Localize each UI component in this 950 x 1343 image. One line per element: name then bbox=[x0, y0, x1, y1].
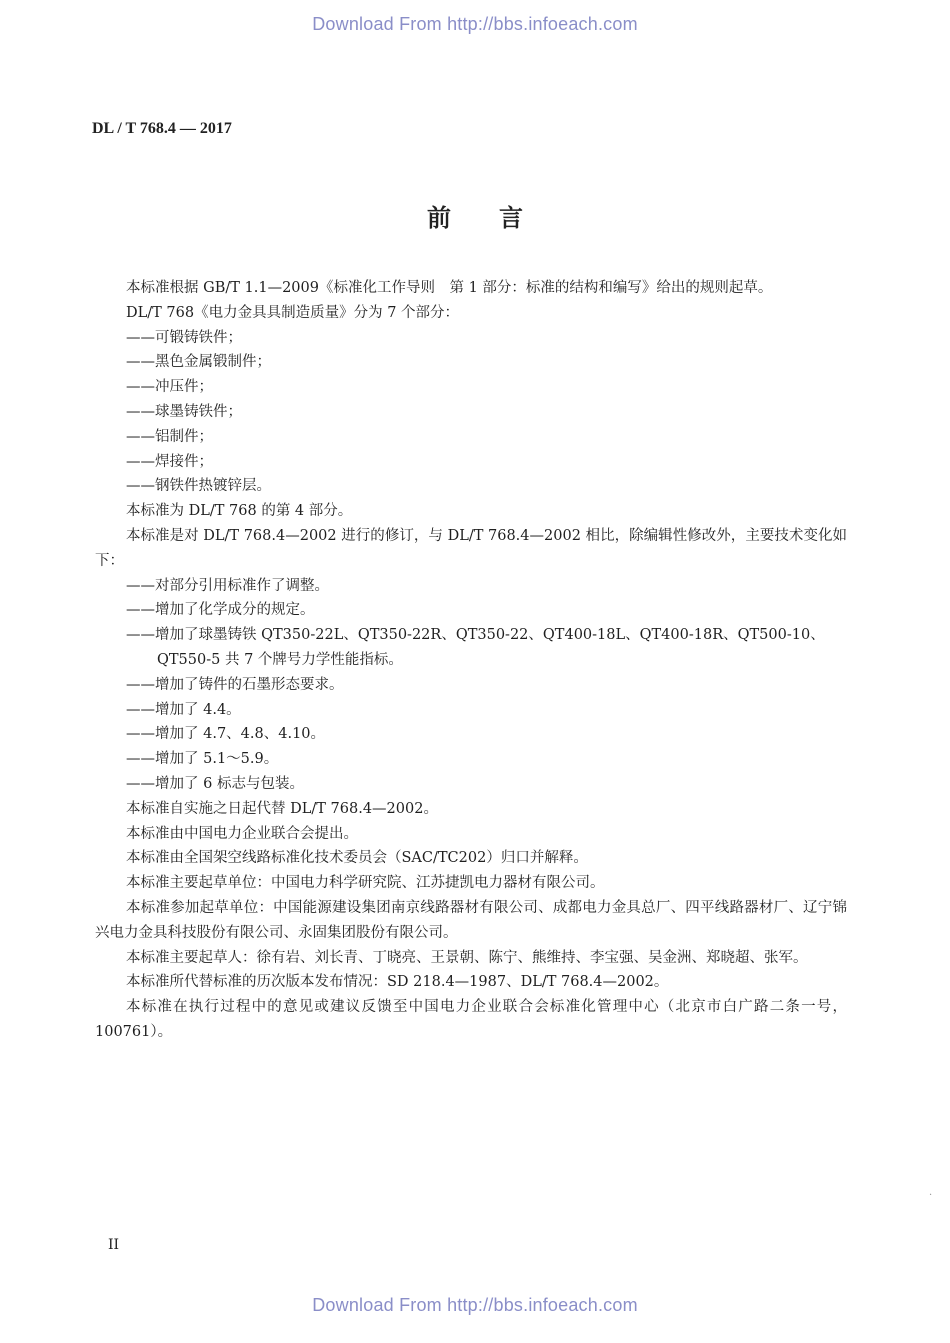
page-number: II bbox=[108, 1237, 120, 1253]
change-item: ——增加了 6 标志与包装。 bbox=[126, 775, 304, 792]
paragraph-participating-orgs: 本标准参加起草单位：中国能源建设集团南京线路器材有限公司、成都电力金具总厂、四平线路器材厂、辽宁锦兴电力金具科技股份有限公司、永固集团股份有限公司。 bbox=[95, 899, 847, 941]
paragraph-replaces: 本标准自实施之日起代替 DL/T 768.4—2002。 bbox=[126, 800, 438, 817]
paragraph-parts-intro: DL/T 768《电力金具具制造质量》分为 7 个部分： bbox=[126, 304, 460, 321]
page-title: 前言 bbox=[427, 203, 571, 232]
paragraph-main-drafters-org: 本标准主要起草单位：中国电力科学研究院、江苏捷凯电力器材有限公司。 bbox=[126, 875, 605, 892]
list-item: ——冲压件； bbox=[126, 379, 213, 396]
list-item: ——黑色金属锻制件； bbox=[126, 354, 271, 371]
list-item: ——焊接件； bbox=[126, 453, 213, 470]
paragraph-drafting-rules: 本标准根据 GB/T 1.1—2009《标准化工作导则 第 1 部分：标准的结构和编写》给出的规则起草。 bbox=[126, 280, 773, 296]
change-item: ——增加了 5.1～5.9。 bbox=[126, 751, 279, 768]
list-item: ——钢铁件热镀锌层。 bbox=[126, 478, 271, 495]
list-item: ——球墨铸铁件； bbox=[126, 403, 242, 420]
paragraph-revision: 本标准是对 DL/T 768.4—2002 进行的修订，与 DL/T 768.4—2002 相比，除编辑性修改外，主要技术变化如下： bbox=[95, 527, 847, 569]
watermark-top: Download From http://bbs.infoeach.com bbox=[312, 14, 638, 34]
change-item: ——增加了化学成分的规定。 bbox=[126, 602, 315, 619]
paragraph-proposed-by: 本标准由中国电力企业联合会提出。 bbox=[126, 825, 358, 842]
paragraph-main-drafters: 本标准主要起草人：徐有岩、刘长青、丁晓亮、王景朝、陈宁、熊维持、李宝强、吴金洲、郑晓超、张军。 bbox=[126, 949, 808, 966]
change-item: ——对部分引用标准作了调整。 bbox=[126, 577, 329, 594]
watermark-bottom: Download From http://bbs.infoeach.com bbox=[312, 1295, 638, 1315]
change-item: ——增加了 4.7、4.8、4.10。 bbox=[126, 726, 326, 743]
paragraph-feedback: 本标准在执行过程中的意见或建议反馈至中国电力企业联合会标准化管理中心（北京市白广路二条一号，100761）。 bbox=[95, 999, 847, 1040]
foreword-body bbox=[95, 276, 847, 1045]
paragraph-history: 本标准所代替标准的历次版本发布情况：SD 218.4—1987、DL/T 768.4—2002。 bbox=[126, 974, 669, 991]
change-item: ——增加了球墨铸铁 QT350-22L、QT350-22R、QT350-22、QT400-18L、QT400-18R、QT500-10、QT550-5 共 7 个牌号力学性能指标。 bbox=[126, 627, 825, 668]
list-item: ——铝制件； bbox=[126, 428, 213, 445]
scan-speck: · bbox=[929, 1190, 933, 1201]
paragraph-managed-by: 本标准由全国架空线路标准化技术委员会（SAC/TC202）归口并解释。 bbox=[126, 850, 588, 867]
change-item: ——增加了铸件的石墨形态要求。 bbox=[126, 676, 344, 693]
document-code: DL / T 768.4 — 2017 bbox=[92, 120, 232, 137]
paragraph-part-number: 本标准为 DL/T 768 的第 4 部分。 bbox=[126, 503, 353, 520]
change-item: ——增加了 4.4。 bbox=[126, 701, 241, 718]
list-item: ——可锻铸铁件； bbox=[126, 329, 242, 346]
